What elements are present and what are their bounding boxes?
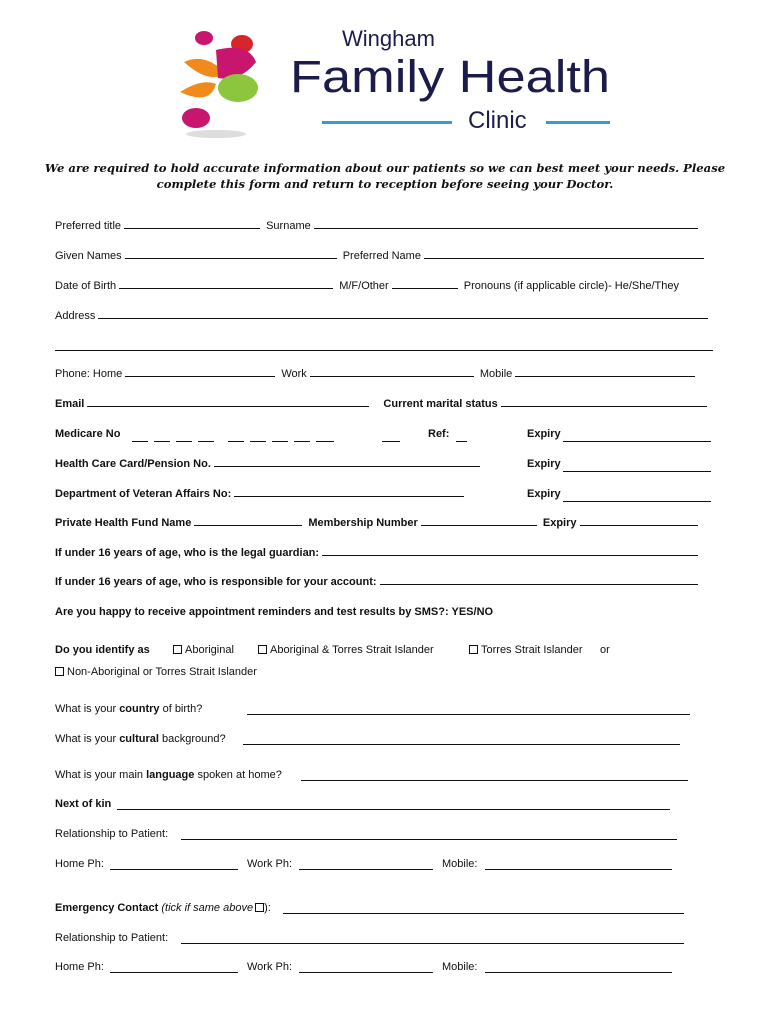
country-text-pre: What is your xyxy=(55,703,120,715)
ref-field[interactable] xyxy=(456,441,467,442)
preferred-name-label: Preferred Name xyxy=(342,250,421,262)
nok-relationship-field[interactable] xyxy=(181,839,677,840)
ec-home-ph-field[interactable] xyxy=(110,972,238,973)
next-of-kin-label: Next of kin xyxy=(55,798,112,810)
private-fund-expiry-label: Expiry xyxy=(542,517,577,529)
work-label: Work xyxy=(281,368,307,380)
dva-field[interactable] xyxy=(234,495,464,497)
health-card-expiry-label: Expiry xyxy=(527,458,561,470)
marital-label: Current marital status xyxy=(383,398,498,410)
option-tsi-label: Torres Strait Islander xyxy=(481,644,583,656)
ec-mobile-label: Mobile: xyxy=(442,961,478,973)
health-card-expiry-field[interactable] xyxy=(563,471,711,472)
ec-work-ph-field[interactable] xyxy=(299,972,433,973)
cultural-text-post: background? xyxy=(158,733,226,745)
identify-label: Do you identify as xyxy=(55,644,150,656)
option-non-indigenous[interactable] xyxy=(55,666,257,678)
emergency-text-end: ): xyxy=(264,902,271,914)
address-field[interactable] xyxy=(98,317,708,319)
nok-work-ph-label: Work Ph: xyxy=(247,858,293,870)
address-label: Address xyxy=(55,310,96,322)
same-as-above-checkbox[interactable] xyxy=(255,903,264,912)
medicare-expiry-label: Expiry xyxy=(527,428,561,440)
checkbox-icon[interactable] xyxy=(469,645,478,654)
nok-relationship-label: Relationship to Patient: xyxy=(55,828,169,840)
gender-label: M/F/Other xyxy=(339,280,389,292)
checkbox-icon[interactable] xyxy=(258,645,267,654)
option-aboriginal[interactable] xyxy=(173,644,234,656)
private-fund-label: Private Health Fund Name xyxy=(55,517,192,529)
gender-field[interactable] xyxy=(392,287,458,289)
email-field[interactable] xyxy=(87,405,369,407)
surname-label: Surname xyxy=(266,220,311,232)
private-fund-field[interactable] xyxy=(194,524,302,526)
option-non-indigenous-label: Non-Aboriginal or Torres Strait Islander xyxy=(67,666,257,678)
medicare-label: Medicare No xyxy=(55,428,121,440)
surname-field[interactable] xyxy=(314,227,698,229)
medicare-expiry-field[interactable] xyxy=(563,441,711,442)
dva-expiry-field[interactable] xyxy=(563,501,711,502)
emergency-text-italic: (tick if same above xyxy=(161,902,254,914)
dob-label: Date of Birth xyxy=(55,280,117,292)
pronouns-label: Pronouns (if applicable circle)- He/She/They xyxy=(463,280,679,292)
language-field[interactable] xyxy=(301,780,688,781)
nok-home-ph-label: Home Ph: xyxy=(55,858,104,870)
row-responsible xyxy=(55,576,715,588)
option-aboriginal-label: Aboriginal xyxy=(185,644,234,656)
ec-relationship-field[interactable] xyxy=(181,943,684,944)
row-medicare xyxy=(55,428,715,440)
nok-home-ph-field[interactable] xyxy=(110,869,238,870)
option-aboriginal-tsi[interactable] xyxy=(258,644,434,656)
language-text-pre: What is your main xyxy=(55,769,147,781)
option-tsi[interactable] xyxy=(469,644,582,656)
emergency-contact-field[interactable] xyxy=(283,913,684,914)
cultural-question xyxy=(55,733,226,745)
health-card-field[interactable] xyxy=(214,465,480,467)
language-text-bold: language xyxy=(146,769,195,781)
dva-label: Department of Veteran Affairs No: xyxy=(55,488,232,500)
logo-text-clinic: Clinic xyxy=(468,107,527,134)
language-text-post: spoken at home? xyxy=(194,769,282,781)
logo-text-wingham: Wingham xyxy=(342,26,435,51)
ec-work-ph-label: Work Ph: xyxy=(247,961,293,973)
country-field[interactable] xyxy=(247,714,690,715)
phone-home-field[interactable] xyxy=(125,375,275,377)
nok-work-ph-field[interactable] xyxy=(299,869,433,870)
address-field-line2[interactable] xyxy=(55,350,713,351)
next-of-kin-field[interactable] xyxy=(117,809,670,810)
ec-relationship-label: Relationship to Patient: xyxy=(55,932,169,944)
language-question xyxy=(55,769,282,781)
row-guardian xyxy=(55,547,715,559)
checkbox-icon[interactable] xyxy=(173,645,182,654)
checkbox-icon[interactable] xyxy=(55,667,64,676)
row-sms xyxy=(55,606,715,618)
responsible-field[interactable] xyxy=(380,583,698,585)
marital-field[interactable] xyxy=(501,405,707,407)
mobile-label: Mobile xyxy=(479,368,513,380)
dob-field[interactable] xyxy=(119,287,333,289)
membership-field[interactable] xyxy=(421,524,537,526)
email-label: Email xyxy=(55,398,85,410)
given-names-label: Given Names xyxy=(55,250,122,262)
row-phone xyxy=(55,368,715,380)
dva-expiry-label: Expiry xyxy=(527,488,561,500)
responsible-label: If under 16 years of age, who is responsible for your account: xyxy=(55,576,377,588)
nok-mobile-field[interactable] xyxy=(485,869,672,870)
row-given-names xyxy=(55,250,715,262)
row-address xyxy=(55,310,715,322)
preferred-name-field[interactable] xyxy=(424,257,704,259)
private-fund-expiry-field[interactable] xyxy=(580,524,698,526)
work-field[interactable] xyxy=(310,375,474,377)
country-text-bold: country xyxy=(119,703,160,715)
membership-label: Membership Number xyxy=(308,517,418,529)
country-text-post: of birth? xyxy=(159,703,203,715)
country-question xyxy=(55,703,202,715)
row-title-surname xyxy=(55,220,715,232)
mobile-field[interactable] xyxy=(515,375,695,377)
logo-text-family-health: Family Health xyxy=(290,51,610,102)
row-email xyxy=(55,398,715,410)
cultural-text-pre: What is your xyxy=(55,733,120,745)
medicare-irn-field[interactable] xyxy=(382,441,400,442)
row-dob xyxy=(55,280,715,292)
guardian-field[interactable] xyxy=(322,554,698,556)
emergency-text-bold: Emergency Contact xyxy=(55,902,159,914)
clinic-logo xyxy=(156,22,612,140)
intro-text: We are required to hold accurate information about our patients so we can best meet your needs. Please complete this form and return to reception before seeing your Doctor. xyxy=(44,161,726,191)
row-health-card xyxy=(55,458,715,470)
preferred-title-field[interactable] xyxy=(124,227,260,229)
ref-label: Ref: xyxy=(428,428,450,440)
sms-label: Are you happy to receive appointment reminders and test results by SMS?: YES/NO xyxy=(55,606,494,618)
ec-home-ph-label: Home Ph: xyxy=(55,961,104,973)
emergency-contact-label xyxy=(55,902,271,914)
cultural-field[interactable] xyxy=(243,744,680,745)
or-text: or xyxy=(600,644,610,656)
medicare-number-field[interactable] xyxy=(132,441,342,442)
nok-mobile-label: Mobile: xyxy=(442,858,478,870)
given-names-field[interactable] xyxy=(125,257,337,259)
ec-mobile-field[interactable] xyxy=(485,972,672,973)
phone-home-label: Phone: Home xyxy=(55,368,123,380)
row-dva xyxy=(55,488,715,500)
logo-graphic xyxy=(156,22,612,140)
option-aboriginal-tsi-label: Aboriginal & Torres Strait Islander xyxy=(270,644,434,656)
row-private-fund xyxy=(55,517,715,529)
health-card-label: Health Care Card/Pension No. xyxy=(55,458,211,470)
cultural-text-bold: cultural xyxy=(119,733,159,745)
preferred-title-label: Preferred title xyxy=(55,220,122,232)
guardian-label: If under 16 years of age, who is the legal guardian: xyxy=(55,547,320,559)
